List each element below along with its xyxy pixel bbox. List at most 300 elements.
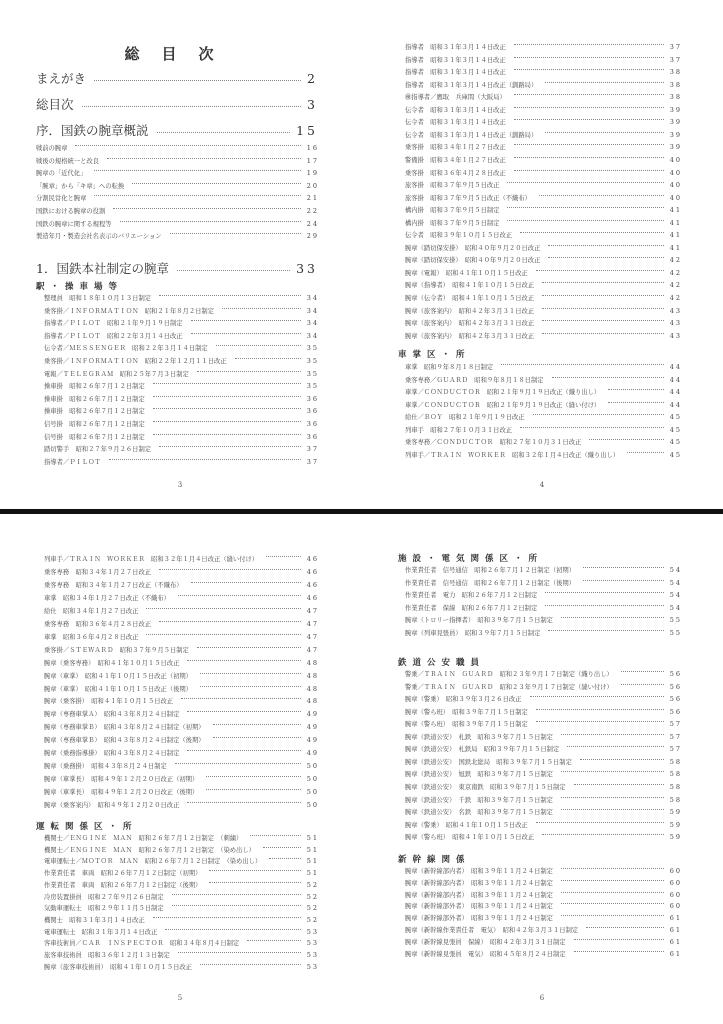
toc-item[interactable] bbox=[44, 722, 319, 731]
entry-label: 気動車運転士 昭和２９年１１月５日制定 bbox=[44, 905, 164, 913]
toc-item[interactable] bbox=[44, 554, 319, 563]
toc-item[interactable] bbox=[44, 735, 319, 744]
entry-page-number: 36 bbox=[306, 394, 319, 403]
entry-page-number: 55 bbox=[669, 629, 682, 637]
toc-item[interactable] bbox=[44, 580, 319, 589]
toc-item[interactable] bbox=[405, 105, 682, 114]
toc-item[interactable] bbox=[44, 774, 319, 783]
toc-item[interactable] bbox=[44, 787, 319, 796]
dot-leader bbox=[583, 580, 664, 581]
dot-leader bbox=[561, 868, 664, 869]
toc-item[interactable] bbox=[405, 55, 682, 64]
entry-label: 腕章（鉄道公安） 札鉄局 昭和３９年７月１５日制定 bbox=[405, 746, 560, 754]
dot-leader bbox=[82, 106, 302, 107]
toc-item[interactable] bbox=[405, 578, 682, 587]
toc-item[interactable] bbox=[44, 331, 319, 340]
toc-item[interactable] bbox=[405, 890, 682, 899]
entry-label: 腕章（警乗） 昭和３９年３月２６日改正 bbox=[405, 696, 522, 704]
dot-leader bbox=[514, 144, 664, 145]
toc-item[interactable] bbox=[405, 42, 682, 51]
entry-page-number: 42 bbox=[669, 281, 682, 290]
toc-item[interactable] bbox=[44, 800, 319, 809]
toc-item[interactable] bbox=[405, 782, 682, 791]
toc-item[interactable] bbox=[405, 412, 682, 421]
entry-page-number: 40 bbox=[669, 181, 682, 190]
dot-leader bbox=[514, 170, 664, 171]
toc-item[interactable] bbox=[405, 280, 682, 289]
toc-item[interactable] bbox=[44, 369, 319, 378]
entry-page-number: 45 bbox=[669, 413, 682, 421]
toc-item[interactable] bbox=[405, 719, 682, 728]
entry-label: 作業責任者 電力 昭和２６年７月１２日制定 bbox=[405, 592, 538, 600]
dot-leader bbox=[200, 964, 301, 965]
dot-leader bbox=[561, 771, 664, 772]
toc-item[interactable] bbox=[44, 406, 319, 415]
entry-page-number: 58 bbox=[669, 770, 682, 779]
toc-item[interactable] bbox=[44, 606, 319, 615]
toc-item[interactable] bbox=[44, 444, 319, 453]
entry-label: 腕章（鉄道公安） 名鉄 昭和３９年７月１５日制定 bbox=[405, 809, 553, 817]
dot-leader bbox=[132, 183, 301, 184]
toc-item[interactable] bbox=[405, 807, 682, 816]
entry-label: 腕章（踏切保安掛） 昭和４０年９月２０日改正 bbox=[405, 244, 541, 252]
section-heading: 車掌区・所 bbox=[398, 350, 471, 360]
toc-item[interactable] bbox=[405, 949, 682, 958]
toc-item[interactable] bbox=[44, 950, 319, 959]
toc-item[interactable] bbox=[405, 142, 682, 151]
dot-leader bbox=[514, 157, 664, 158]
toc-item[interactable] bbox=[405, 180, 682, 189]
toc-item[interactable] bbox=[405, 155, 682, 164]
dot-leader bbox=[561, 892, 664, 893]
toc-item[interactable] bbox=[405, 193, 682, 202]
toc-item[interactable] bbox=[44, 394, 319, 403]
entry-label: 車掌 昭和９年８月１８日制定 bbox=[405, 364, 494, 371]
toc-item[interactable] bbox=[44, 868, 319, 877]
toc-item[interactable] bbox=[405, 694, 682, 703]
toc-item[interactable] bbox=[44, 684, 319, 693]
dot-leader bbox=[561, 903, 664, 904]
toc-item[interactable] bbox=[405, 820, 682, 829]
dot-leader bbox=[94, 170, 300, 171]
entry-label: 乗客掛／ＳＴＥＷＡＲＤ 昭和３７年９月５日制定 bbox=[44, 646, 189, 654]
entry-page-number: 35 bbox=[306, 382, 319, 391]
toc-item[interactable] bbox=[405, 615, 682, 624]
entry-page-number: 46 bbox=[306, 567, 319, 576]
entry-page-number: 44 bbox=[669, 375, 682, 384]
entry-label: 旅客車技術員 昭和３６年１２月１３日制定 bbox=[44, 952, 170, 959]
dot-leader bbox=[542, 308, 664, 309]
toc-item[interactable] bbox=[44, 343, 319, 352]
entry-page-number: 44 bbox=[669, 400, 682, 409]
toc-item[interactable] bbox=[405, 375, 682, 384]
dot-leader bbox=[507, 207, 663, 208]
entry-page-number: 52 bbox=[306, 892, 319, 901]
toc-item[interactable] bbox=[44, 457, 319, 466]
dot-leader bbox=[94, 195, 300, 196]
entry-label: 戦後の規格統一と改良 bbox=[36, 157, 99, 165]
entry-page-number: 37 bbox=[306, 457, 319, 466]
toc-item[interactable] bbox=[44, 318, 319, 327]
dot-leader bbox=[266, 556, 301, 557]
entry-page-number: 37 bbox=[669, 43, 682, 51]
entry-label: 腕章（新幹線部外者） 昭和３９年１１月２４日制定 bbox=[405, 915, 553, 923]
entry-page-number: 41 bbox=[669, 206, 682, 215]
entry-page-number: 57 bbox=[669, 720, 682, 729]
toc-item[interactable] bbox=[405, 92, 682, 101]
entry-label: 総目次 bbox=[36, 97, 74, 112]
entry-label: 機関士／ＥＮＧＩＮＥ ＭＡＮ 昭和２６年７月１２日制定 （染め出し） bbox=[44, 846, 255, 854]
toc-item[interactable] bbox=[405, 67, 682, 76]
toc-entry-chapter[interactable] bbox=[36, 259, 318, 277]
entry-page-number: 45 bbox=[669, 450, 682, 459]
entry-label: 乗客掛 昭和３６年４月２８日改正 bbox=[405, 169, 506, 177]
toc-entry-front[interactable] bbox=[36, 95, 318, 113]
dot-leader bbox=[574, 939, 664, 940]
entry-page-number: 44 bbox=[669, 388, 682, 396]
entry-label: 作業責任者 信号通信 昭和２６年７月１２日制定（初期） bbox=[405, 567, 576, 574]
entry-label: 旅客掛 昭和３７年９月５日改正 bbox=[405, 182, 500, 190]
toc-item[interactable] bbox=[405, 362, 682, 371]
entry-label: 国鉄の腕章に関する規程等 bbox=[36, 220, 112, 228]
toc-item[interactable] bbox=[44, 593, 319, 602]
entry-label: 作業責任者 車両 昭和２６年７月１２日制定（後期） bbox=[44, 881, 202, 889]
entry-page-number: 19 bbox=[306, 169, 319, 178]
entry-label: 分割民営化と腕章 bbox=[36, 195, 87, 203]
entry-label: 腕章（乗客掛） 昭和４１年１０月１５日改正 bbox=[44, 698, 174, 706]
toc-item[interactable] bbox=[36, 193, 319, 202]
toc-item[interactable] bbox=[44, 856, 319, 865]
entry-label: 腕章（新幹線部内者） 昭和３９年１１月２４日制定 bbox=[405, 868, 553, 875]
entry-label: まえがき bbox=[36, 71, 87, 86]
entry-page-number: 48 bbox=[306, 671, 319, 680]
dot-leader bbox=[561, 797, 664, 798]
entry-label: 乗客掛 昭和３４年１月２７日改正 bbox=[405, 144, 506, 152]
dot-leader bbox=[209, 882, 300, 883]
entry-label: 腕章（警ら班） 昭和３９年７月１５日制定 bbox=[405, 721, 528, 729]
entry-label: 腕章（新幹線部外者） 昭和３９年１１月２４日制定 bbox=[405, 903, 553, 911]
toc-item[interactable] bbox=[36, 219, 319, 228]
toc-item[interactable] bbox=[44, 696, 319, 705]
dot-leader bbox=[621, 671, 664, 672]
entry-page-number: 42 bbox=[669, 268, 682, 277]
toc-item[interactable] bbox=[405, 243, 682, 252]
dot-leader bbox=[583, 567, 664, 568]
toc-item[interactable] bbox=[405, 769, 682, 778]
toc-item[interactable] bbox=[405, 565, 682, 574]
dot-leader bbox=[536, 822, 664, 823]
entry-label: 作業責任者 保線 昭和２６年７月１２日制定 bbox=[405, 604, 538, 612]
toc-item[interactable] bbox=[36, 168, 319, 177]
dot-leader bbox=[507, 220, 663, 221]
dot-leader bbox=[574, 951, 664, 952]
entry-label: 腕章（鉄道公安） 旭鉄 昭和３９年７月１５日制定 bbox=[405, 771, 553, 779]
toc-item[interactable] bbox=[405, 387, 682, 396]
entry-label: 腕章（新幹線作業責任者 電気） 昭和４２年３月３１日制定 bbox=[405, 927, 579, 934]
entry-label: 作業責任者 車両 昭和２６年７月１２日制定（初期） bbox=[44, 870, 202, 878]
toc-item[interactable] bbox=[405, 255, 682, 264]
entry-page-number: 53 bbox=[306, 951, 319, 959]
dot-leader bbox=[159, 446, 301, 447]
dot-leader bbox=[269, 858, 300, 859]
entry-label: 踏切警手 昭和２７年９月２６日制定 bbox=[44, 446, 152, 454]
toc-item[interactable] bbox=[405, 603, 682, 612]
dot-leader bbox=[209, 870, 300, 871]
dot-leader bbox=[507, 182, 663, 183]
dot-leader bbox=[561, 734, 664, 735]
section-heading: 運転関係区・所 bbox=[36, 822, 138, 832]
toc-item[interactable] bbox=[44, 761, 319, 770]
entry-label: 列車手 昭和２７年１０月３１日改正 bbox=[405, 426, 513, 434]
toc-item[interactable] bbox=[36, 181, 319, 190]
toc-item[interactable] bbox=[405, 795, 682, 804]
entry-label: 腕章（車掌） 昭和４１年１０月１５日改正（後期） bbox=[44, 685, 192, 693]
dot-leader bbox=[586, 927, 664, 928]
dot-leader bbox=[536, 721, 664, 722]
entry-page-number: 57 bbox=[669, 745, 682, 754]
entry-page-number: 46 bbox=[306, 555, 319, 563]
entry-page-number: 58 bbox=[669, 795, 682, 804]
toc-item[interactable] bbox=[405, 628, 682, 637]
entry-label: 乗客専務／ＣＯＮＤＵＣＴＯＲ 昭和２７年１０月３１日改正 bbox=[405, 439, 582, 446]
entry-page-number: 51 bbox=[306, 857, 319, 866]
toc-item[interactable] bbox=[405, 130, 682, 139]
dot-leader bbox=[153, 383, 301, 384]
toc-item[interactable] bbox=[405, 732, 682, 741]
entry-page-number: 35 bbox=[306, 369, 319, 378]
entry-label: 腕章（旅客案内） 昭和４２年３月３１日改正 bbox=[405, 332, 535, 340]
dot-leader bbox=[548, 245, 663, 246]
entry-label: 作業責任者 信号通信 昭和２６年７月１２日制定（後期） bbox=[405, 579, 576, 587]
entry-label: 腕章（旅客車技術員） 昭和４１年１０月１５日改正 bbox=[44, 963, 192, 971]
dot-leader bbox=[75, 145, 300, 146]
entry-label: 腕章（伝令者） 昭和４１年１０月１５日改正 bbox=[405, 295, 535, 302]
toc-item[interactable] bbox=[405, 268, 682, 277]
entry-label: 腕章（乗客案内） 昭和４９年１２月２０日改正 bbox=[44, 802, 180, 810]
entry-label: 警乗／ＴＲＡＩＮ ＧＵＡＲＤ 昭和２３年９月１７日制定（織り出し） bbox=[405, 671, 613, 678]
dot-leader bbox=[548, 257, 663, 258]
entry-label: 国鉄における腕章の役割 bbox=[36, 208, 106, 215]
dot-leader bbox=[187, 711, 300, 712]
toc-item[interactable] bbox=[44, 306, 319, 315]
toc-item[interactable] bbox=[405, 682, 682, 691]
toc-item[interactable] bbox=[405, 866, 682, 875]
entry-label: 指導者 昭和３１年３月１４日改正 bbox=[405, 69, 506, 77]
toc-item[interactable] bbox=[405, 832, 682, 841]
entry-label: 腕章（乗務指導掛） 昭和４３年８月２４日制定 bbox=[44, 750, 180, 758]
toc-item[interactable] bbox=[44, 927, 319, 936]
entry-page-number: 51 bbox=[306, 845, 319, 854]
dot-leader bbox=[206, 789, 300, 790]
entry-page-number: 59 bbox=[669, 833, 682, 842]
entry-label: 乗客専務 昭和３６年４月２８日改正 bbox=[44, 620, 152, 628]
entry-label: 伝令者 昭和３９年１０月１５日改正 bbox=[405, 232, 513, 240]
toc-item[interactable] bbox=[405, 230, 682, 239]
page-number: 4 bbox=[539, 481, 545, 489]
page-title: 総目次 bbox=[124, 45, 236, 63]
toc-item[interactable] bbox=[44, 658, 319, 667]
dot-leader bbox=[545, 82, 663, 83]
entry-page-number: 55 bbox=[669, 616, 682, 625]
toc-item[interactable] bbox=[405, 425, 682, 434]
toc-item[interactable] bbox=[405, 437, 682, 446]
entry-page-number: 54 bbox=[669, 591, 682, 600]
toc-item[interactable] bbox=[44, 381, 319, 390]
entry-label: 腕章（トロリー指揮者） 昭和３９年７月１５日制定 bbox=[405, 617, 553, 625]
toc-item[interactable] bbox=[36, 231, 319, 240]
entry-label: 腕章（踏切保安掛） 昭和４０年９月２０日改正 bbox=[405, 257, 541, 265]
entry-label: 機関士／ＥＮＧＩＮＥ ＭＡＮ 昭和２６年７月１２日制定 （刺繍） bbox=[44, 835, 243, 842]
entry-label: 構内掛 昭和３７年９月５日制定 bbox=[405, 219, 500, 227]
page-divider bbox=[0, 509, 723, 514]
entry-page-number: 24 bbox=[306, 219, 319, 228]
dot-leader bbox=[514, 94, 664, 95]
toc-item[interactable] bbox=[36, 206, 319, 215]
entry-page-number: 61 bbox=[669, 914, 682, 923]
toc-item[interactable] bbox=[405, 744, 682, 753]
entry-label: 乗客掛／ＩＮＦＯＲＭＡＴＩＯＮ 昭和２２年１２月１１日改正 bbox=[44, 358, 227, 365]
entry-page-number: 34 bbox=[306, 294, 319, 302]
toc-item[interactable] bbox=[405, 80, 682, 89]
page-number: 6 bbox=[539, 994, 545, 1002]
toc-entry-preface[interactable] bbox=[36, 121, 318, 139]
toc-entry-front[interactable] bbox=[36, 69, 318, 87]
toc-item[interactable] bbox=[44, 567, 319, 576]
dot-leader bbox=[181, 698, 301, 699]
toc-item[interactable] bbox=[405, 293, 682, 302]
entry-page-number: 22 bbox=[306, 207, 319, 215]
toc-item[interactable] bbox=[405, 400, 682, 409]
toc-item[interactable] bbox=[44, 845, 319, 854]
toc-item[interactable] bbox=[44, 419, 319, 428]
toc-item[interactable] bbox=[405, 168, 682, 177]
dot-leader bbox=[533, 414, 664, 415]
toc-item[interactable] bbox=[44, 915, 319, 924]
toc-item[interactable] bbox=[44, 903, 319, 912]
toc-item[interactable] bbox=[405, 937, 682, 946]
toc-item[interactable] bbox=[44, 645, 319, 654]
entry-label: 乗客掛／ＩＮＦＯＲＭＡＴＩＯＮ 昭和２１年８月２日制定 bbox=[44, 307, 215, 315]
toc-item[interactable] bbox=[405, 331, 682, 340]
toc-item[interactable] bbox=[405, 450, 682, 459]
entry-label: 給仕 昭和３４年１月２７日改正 bbox=[44, 607, 139, 615]
toc-item[interactable] bbox=[44, 892, 319, 901]
entry-page-number: 60 bbox=[669, 890, 682, 899]
dot-leader bbox=[159, 621, 301, 622]
entry-label: 指導者／ＰＩＬＯＴ bbox=[44, 458, 101, 466]
entry-label: 指導者 昭和３１年３月１４日改正（釧路局） bbox=[405, 81, 538, 89]
entry-page-number: 40 bbox=[669, 168, 682, 177]
toc-item[interactable] bbox=[44, 962, 319, 971]
dot-leader bbox=[172, 894, 301, 895]
dot-leader bbox=[197, 371, 301, 372]
dot-leader bbox=[567, 746, 663, 747]
entry-page-number: 47 bbox=[306, 632, 319, 641]
entry-page-number: 58 bbox=[669, 782, 682, 791]
toc-item[interactable] bbox=[44, 709, 319, 718]
entry-label: 腕章（旅客案内） 昭和４２年３月３１日改正 bbox=[405, 307, 535, 315]
toc-item[interactable] bbox=[44, 432, 319, 441]
toc-item[interactable] bbox=[405, 901, 682, 910]
entry-page-number: 49 bbox=[306, 723, 319, 732]
toc-item[interactable] bbox=[44, 748, 319, 757]
entry-label: 腕章（鉄道公安） 東京南鉄 昭和３９年７月１５日制定 bbox=[405, 783, 566, 791]
entry-page-number: 38 bbox=[669, 93, 682, 102]
toc-item[interactable] bbox=[405, 318, 682, 327]
entry-page-number: 56 bbox=[669, 695, 682, 704]
entry-page-number: 42 bbox=[669, 294, 682, 302]
entry-page-number: 49 bbox=[306, 749, 319, 758]
toc-item[interactable] bbox=[405, 707, 682, 716]
entry-page-number: 47 bbox=[306, 606, 319, 615]
dot-leader bbox=[94, 80, 301, 81]
toc-item[interactable] bbox=[44, 833, 319, 842]
dot-leader bbox=[542, 320, 664, 321]
entry-page-number: 60 bbox=[669, 878, 682, 887]
toc-item[interactable] bbox=[405, 757, 682, 766]
entry-label: 機関士 昭和３１年３月１４日改正 bbox=[44, 916, 145, 924]
toc-item[interactable] bbox=[405, 117, 682, 126]
dot-leader bbox=[250, 835, 300, 836]
toc-item[interactable] bbox=[405, 669, 682, 678]
toc-item[interactable] bbox=[36, 156, 319, 165]
toc-item[interactable] bbox=[44, 619, 319, 628]
toc-item[interactable] bbox=[405, 878, 682, 887]
entry-page-number: 48 bbox=[306, 658, 319, 667]
toc-item[interactable] bbox=[405, 218, 682, 227]
entry-page-number: 60 bbox=[669, 867, 682, 875]
entry-label: 操車掛 昭和２６年７月１２日制定 bbox=[44, 383, 145, 391]
toc-item[interactable] bbox=[405, 913, 682, 922]
toc-item[interactable] bbox=[44, 632, 319, 641]
entry-label: 列車手／ＴＲＡＩＮ ＷＯＲＫＥＲ 昭和３２年１月４日改正（織り出し） bbox=[405, 451, 620, 459]
dot-leader bbox=[107, 158, 301, 159]
toc-item[interactable] bbox=[44, 938, 319, 947]
dot-leader bbox=[542, 295, 664, 296]
dot-leader bbox=[247, 940, 301, 941]
entry-page-number: 44 bbox=[669, 363, 682, 371]
entry-page-number: 51 bbox=[306, 834, 319, 842]
entry-label: 腕章（警ら班） 昭和４１年１０月１５日改正 bbox=[405, 834, 535, 842]
entry-page-number: 47 bbox=[306, 645, 319, 654]
toc-item[interactable] bbox=[405, 306, 682, 315]
dot-leader bbox=[589, 439, 663, 440]
dot-leader bbox=[542, 282, 664, 283]
entry-label: 腕章（乗務掛） 昭和４３年８月２４日制定 bbox=[44, 763, 167, 771]
toc-item[interactable] bbox=[405, 590, 682, 599]
toc-item[interactable] bbox=[44, 880, 319, 889]
toc-item[interactable] bbox=[44, 671, 319, 680]
toc-item[interactable] bbox=[405, 205, 682, 214]
toc-item[interactable] bbox=[405, 925, 682, 934]
toc-item[interactable] bbox=[36, 143, 319, 152]
dot-leader bbox=[187, 660, 300, 661]
toc-item[interactable] bbox=[44, 356, 319, 365]
entry-label: 乗客専務 昭和３４年１月２７日改正 bbox=[44, 568, 152, 576]
dot-leader bbox=[542, 834, 664, 835]
entry-page-number: 39 bbox=[669, 130, 682, 139]
entry-page-number: 15 bbox=[296, 123, 318, 138]
entry-page-number: 50 bbox=[306, 788, 319, 797]
dot-leader bbox=[561, 880, 664, 881]
entry-page-number: 40 bbox=[669, 193, 682, 202]
entry-page-number: 41 bbox=[669, 243, 682, 252]
dot-leader bbox=[627, 452, 664, 453]
entry-page-number: 46 bbox=[306, 593, 319, 602]
toc-item[interactable] bbox=[44, 293, 319, 302]
entry-page-number: 43 bbox=[669, 319, 682, 328]
dot-leader bbox=[621, 684, 664, 685]
